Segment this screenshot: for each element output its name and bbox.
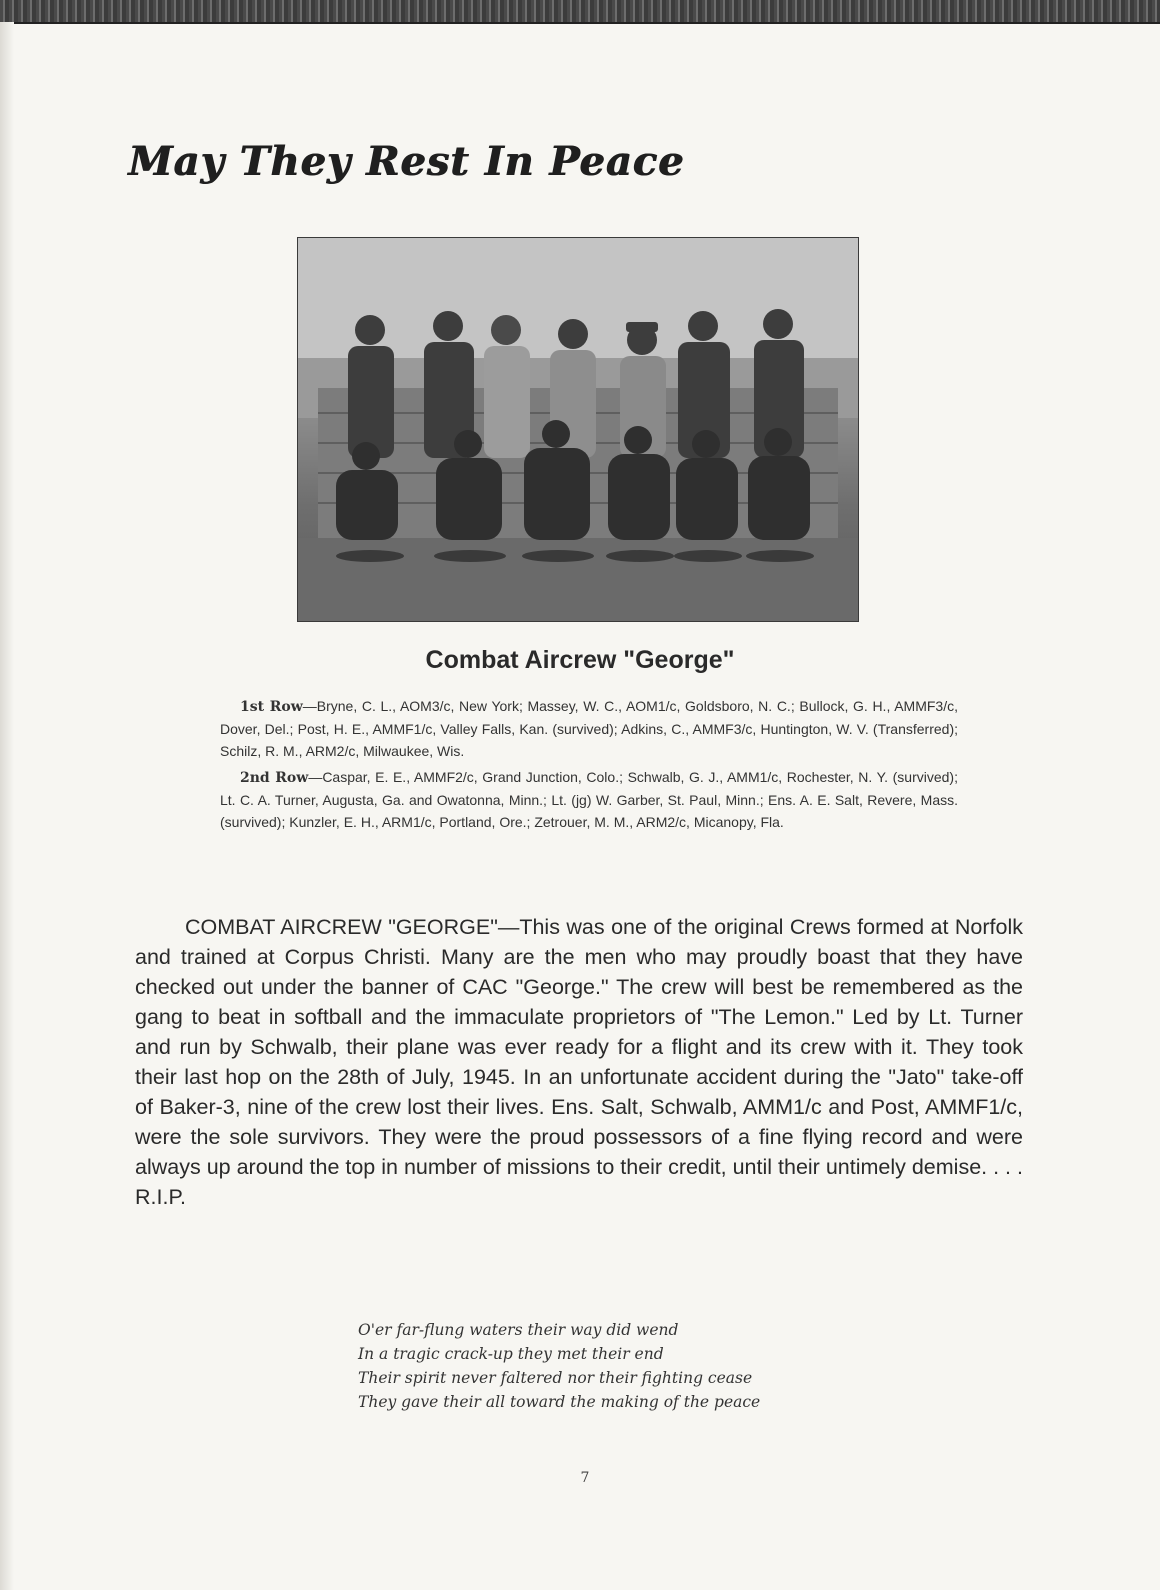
- page-heading: May They Rest In Peace: [128, 138, 685, 185]
- roster-row-2-text: —Caspar, E. E., AMMF2/c, Grand Junction, Colo.; Schwalb, G. J., AMM1/c, Rochester, N. Y. (survived); Lt. C. A. Turner, Augusta, Ga. and Owatonna, Minn.; Lt. (jg) W. Garber, St. Paul, Minn.; Ens. A. E. Salt, Revere, Mass. (survived); Kunzler, E. H., ARM1/c, Portland, Ore.; Zetrouer, M. M., ARM2/c, Micanopy, Fla.: [220, 769, 958, 830]
- crew-roster: [220, 695, 958, 837]
- page-top-edge: [0, 0, 1160, 24]
- photo-caption-title: Combat Aircrew "George": [425, 646, 735, 674]
- roster-row-2-label: 2nd Row: [240, 770, 309, 786]
- crew-photo-illustration: [298, 238, 858, 621]
- crew-group-photo: [297, 237, 859, 622]
- poem-line: They gave their all toward the making of the peace: [358, 1393, 761, 1411]
- poem-line: Their spirit never faltered nor their fighting cease: [358, 1369, 753, 1387]
- body-paragraph: COMBAT AIRCREW "GEORGE"—This was one of the original Crews formed at Norfolk and trained at Corpus Christi. Many are the men who may proudly boast that they have checked out under the banner of CAC "George." The crew will best be remembered as the gang to beat in softball and the immaculate proprietors of "The Lemon." Led by Lt. Turner and run by Schwalb, their plane was ever ready for a flight and its crew with it. They took their last hop on the 28th of July, 1945. In an unfortunate accident during the "Jato" take-off of Baker-3, nine of the crew lost their lives. Ens. Salt, Schwalb, AMM1/c and Post, AMMF1/c, were the sole survivors. They were the proud possessors of a fine flying record and were always up around the top in number of missions to their credit, until their untimely demise. . . . R.I.P.: [135, 915, 1023, 1209]
- poem-line: O'er far-flung waters their way did wend: [358, 1321, 679, 1339]
- page-binding-edge: [0, 22, 14, 1590]
- crew-history-paragraph: [135, 912, 1023, 1212]
- roster-row-2: [220, 766, 958, 833]
- page-number: 7: [580, 1470, 590, 1486]
- roster-row-1: [220, 695, 958, 762]
- poem-line: In a tragic crack-up they met their end: [358, 1345, 664, 1363]
- roster-row-1-text: —Bryne, C. L., AOM3/c, New York; Massey, W. C., AOM1/c, Goldsboro, N. C.; Bullock, G. H., AMMF3/c, Dover, Del.; Post, H. E., AMMF1/c, Valley Falls, Kan. (survived); Adkins, C., AMMF3/c, Huntington, W. V. (Transferred); Schilz, R. M., ARM2/c, Milwaukee, Wis.: [220, 698, 958, 759]
- memorial-poem: [358, 1318, 878, 1414]
- roster-row-1-label: 1st Row: [240, 699, 303, 715]
